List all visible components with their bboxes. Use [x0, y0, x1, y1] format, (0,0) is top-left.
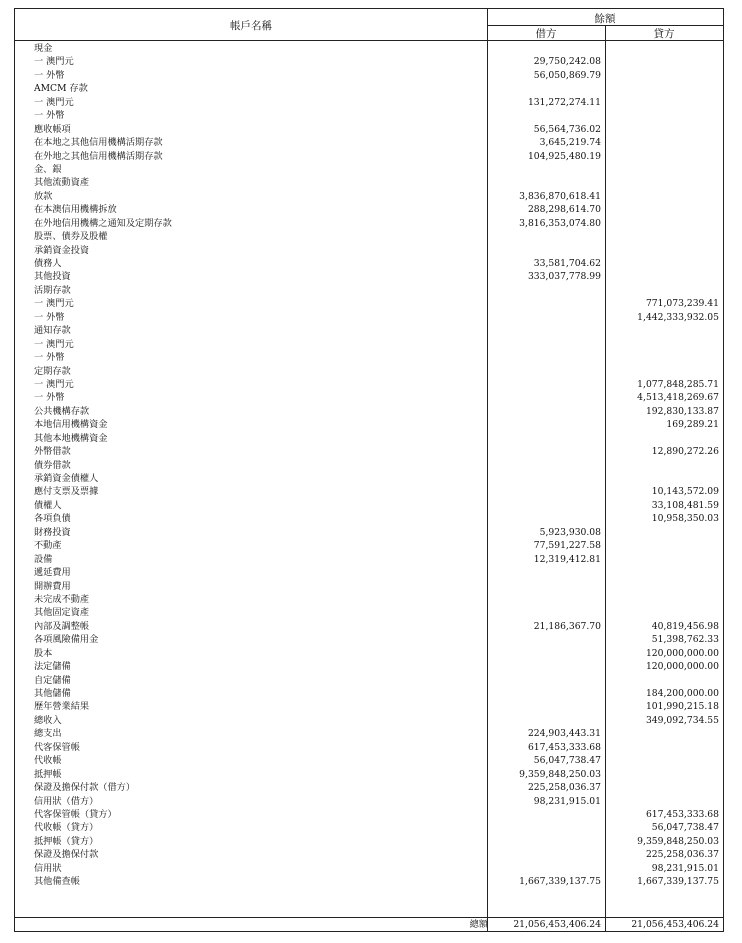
- account-row: [15, 284, 723, 297]
- account-label: 其他本地機構資金: [34, 432, 108, 444]
- debit-amount: 288,298,614.70: [527, 204, 601, 216]
- account-label: 本地信用機構資金: [34, 419, 108, 431]
- account-row: [15, 190, 723, 203]
- credit-amount: 225,258,036.37: [645, 849, 719, 861]
- debit-amount: 56,047,738.47: [533, 755, 601, 767]
- account-row: [15, 324, 723, 337]
- account-label: 歷年營業結果: [34, 701, 90, 713]
- credit-amount: 771,073,239.41: [645, 298, 719, 310]
- account-label: 外幣借款: [34, 446, 71, 458]
- account-row: [15, 539, 723, 552]
- account-row: [15, 674, 723, 687]
- account-row: [15, 82, 723, 95]
- account-row: [15, 391, 723, 404]
- debit-amount: 5,923,930.08: [539, 526, 601, 538]
- account-label: 在外地信用機構之通知及定期存款: [34, 217, 172, 229]
- account-label: 總收入: [34, 714, 62, 726]
- debit-amount: 29,750,242.08: [533, 56, 601, 68]
- credit-amount: 98,231,915.01: [651, 862, 719, 874]
- account-label: 其他流動資產: [34, 177, 90, 189]
- account-row: [15, 499, 723, 512]
- account-row: [15, 862, 723, 875]
- account-label: 保證及擔保付款: [34, 849, 99, 861]
- account-row: [15, 593, 723, 606]
- account-label: 現金: [34, 43, 53, 54]
- credit-amount: 101,990,215.18: [645, 701, 719, 713]
- account-row: [15, 580, 723, 593]
- account-row: [15, 338, 723, 351]
- account-row: [15, 647, 723, 660]
- account-row: [15, 55, 723, 68]
- account-label: 不動產: [34, 540, 62, 552]
- account-label: 代客保管帳: [34, 741, 80, 753]
- account-row: [15, 42, 723, 55]
- account-label: 應付支票及票據: [34, 486, 99, 498]
- account-row: [15, 526, 723, 539]
- account-label: 設備: [34, 553, 53, 565]
- account-label: 抵押帳（貸方）: [34, 835, 99, 847]
- account-row: [15, 203, 723, 216]
- account-label: 代客保管帳（貸方）: [34, 808, 117, 820]
- account-label: 信用狀: [34, 862, 62, 874]
- account-row: [15, 512, 723, 525]
- debit-amount: 3,645,219.74: [539, 137, 601, 149]
- account-row: [15, 96, 723, 109]
- account-row: [15, 123, 723, 136]
- credit-amount: 1,667,339,137.75: [637, 876, 719, 888]
- account-label: 一 澳門元: [34, 378, 74, 390]
- account-row: [15, 754, 723, 767]
- account-label: 債權人: [34, 499, 62, 511]
- account-row: [15, 136, 723, 149]
- account-row: [15, 633, 723, 646]
- account-row: [15, 109, 723, 122]
- account-row: [15, 405, 723, 418]
- credit-amount: 1,077,848,285.71: [637, 378, 719, 390]
- credit-amount: 12,890,272.26: [651, 446, 719, 458]
- account-label: 股本: [34, 647, 53, 659]
- account-row: [15, 365, 723, 378]
- account-label: 信用狀（借方）: [34, 795, 99, 807]
- credit-amount: 10,958,350.03: [651, 513, 719, 525]
- account-row: [15, 714, 723, 727]
- debit-amount: 131,272,274.11: [527, 96, 601, 108]
- account-label: 總支出: [34, 728, 62, 740]
- credit-amount: 184,200,000.00: [645, 688, 719, 699]
- debit-amount: 225,258,036.37: [527, 782, 601, 794]
- account-label: AMCM 存款: [34, 83, 88, 95]
- account-row: [15, 163, 723, 176]
- account-row: [15, 176, 723, 189]
- credit-amount: 51,398,762.33: [651, 634, 719, 646]
- credit-amount: 10,143,572.09: [651, 486, 719, 498]
- account-label: 在外地之其他信用機構活期存款: [34, 150, 163, 162]
- account-row: [15, 230, 723, 243]
- account-label: 開辦費用: [34, 580, 71, 592]
- total-debit: 21,056,453,406.24: [513, 919, 601, 930]
- total-label: 總額: [469, 919, 488, 930]
- account-label: 內部及調整帳: [34, 620, 90, 632]
- account-label: 金、銀: [34, 163, 62, 175]
- account-label: 一 外幣: [34, 311, 65, 323]
- account-label: 其他儲備: [34, 688, 71, 699]
- account-row: [15, 257, 723, 270]
- account-row: [15, 378, 723, 391]
- account-label: 公共機構存款: [34, 405, 90, 417]
- account-row: [15, 459, 723, 472]
- account-row: [15, 835, 723, 848]
- account-row: [15, 606, 723, 619]
- account-label: 遞延費用: [34, 567, 71, 579]
- account-label: 一 澳門元: [34, 338, 74, 350]
- header-account-name: 帳戶名稱: [230, 20, 272, 32]
- account-row: [15, 700, 723, 713]
- account-row: [15, 821, 723, 834]
- account-label: 法定儲備: [34, 661, 71, 673]
- debit-amount: 1,667,339,137.75: [519, 876, 601, 888]
- account-label: 放款: [34, 190, 53, 202]
- credit-amount: 56,047,738.47: [651, 822, 719, 834]
- account-row: [15, 795, 723, 808]
- account-row: [15, 311, 723, 324]
- debit-amount: 3,816,353,074.80: [519, 217, 601, 229]
- account-row: [15, 808, 723, 821]
- account-label: 一 外幣: [34, 392, 65, 404]
- account-label: 一 澳門元: [34, 96, 74, 108]
- account-label: 其他投資: [34, 271, 71, 283]
- account-row: [15, 150, 723, 163]
- credit-amount: 33,108,481.59: [651, 499, 719, 511]
- credit-amount: 120,000,000.00: [645, 661, 719, 673]
- account-row: [15, 418, 723, 431]
- account-row: [15, 768, 723, 781]
- account-row: [15, 472, 723, 485]
- credit-amount: 1,442,333,932.05: [637, 311, 719, 323]
- account-label: 一 澳門元: [34, 56, 74, 68]
- account-label: 債務人: [34, 258, 62, 269]
- account-row: [15, 485, 723, 498]
- total-credit: 21,056,453,406.24: [631, 919, 719, 930]
- account-row: [15, 445, 723, 458]
- debit-amount: 77,591,227.58: [533, 540, 601, 552]
- account-row: [15, 687, 723, 700]
- account-label: 活期存款: [34, 284, 71, 296]
- account-row: [15, 566, 723, 579]
- account-row: [15, 69, 723, 82]
- credit-amount: 120,000,000.00: [645, 647, 719, 659]
- debit-amount: 12,319,412.81: [533, 553, 601, 565]
- account-label: 在本地之其他信用機構活期存款: [34, 137, 163, 149]
- account-row: [15, 553, 723, 566]
- account-label: 一 澳門元: [34, 298, 74, 310]
- credit-amount: 169,289.21: [666, 419, 719, 431]
- account-row: [15, 781, 723, 794]
- account-label: 未完成不動產: [34, 593, 90, 605]
- account-row: [15, 270, 723, 283]
- account-row: [15, 741, 723, 754]
- account-label: 一 外幣: [34, 352, 65, 364]
- credit-amount: 349,092,734.55: [645, 714, 719, 726]
- account-label: 通知存款: [34, 325, 71, 337]
- debit-amount: 56,050,869.79: [533, 69, 601, 81]
- debit-amount: 98,231,915.01: [533, 795, 601, 807]
- debit-amount: 333,037,778.99: [527, 271, 601, 283]
- account-label: 其他固定資產: [34, 607, 90, 619]
- header-balance: 餘額: [594, 13, 616, 25]
- account-label: 承銷資金投資: [34, 244, 90, 256]
- credit-amount: 4,513,418,269.67: [637, 392, 719, 404]
- credit-amount: 40,819,456.98: [651, 620, 719, 632]
- credit-amount: 617,453,333.68: [645, 808, 719, 820]
- account-label: 債券借款: [34, 459, 71, 471]
- account-label: 各項風險備用金: [34, 634, 99, 646]
- account-rows: [15, 42, 723, 889]
- account-label: 在本澳信用機構拆放: [34, 204, 117, 216]
- account-label: 一 外幣: [34, 110, 65, 122]
- account-row: [15, 848, 723, 861]
- account-label: 股票、債券及股權: [34, 231, 108, 243]
- debit-amount: 3,836,870,618.41: [519, 190, 601, 202]
- account-label: 一 外幣: [34, 69, 65, 81]
- account-label: 定期存款: [34, 365, 71, 377]
- account-label: 保證及擔保付款（借方）: [34, 782, 136, 794]
- account-row: [15, 727, 723, 740]
- account-label: 應收帳項: [34, 123, 71, 135]
- debit-amount: 224,903,443.31: [527, 728, 601, 740]
- header-credit: 貸方: [653, 28, 675, 40]
- debit-amount: 56,564,736.02: [533, 123, 601, 135]
- account-label: 各項負債: [34, 513, 71, 525]
- total-row: [15, 918, 723, 932]
- account-label: 承銷資金債權人: [34, 473, 99, 484]
- account-label: 財務投資: [34, 526, 71, 538]
- account-label: 代收帳（貸方）: [34, 822, 99, 834]
- account-label: 自定儲備: [34, 674, 71, 686]
- trial-balance-table: [14, 8, 724, 932]
- account-row: [15, 244, 723, 257]
- account-row: [15, 297, 723, 310]
- debit-amount: 9,359,848,250.03: [519, 768, 601, 780]
- debit-amount: 33,581,704.62: [533, 258, 601, 269]
- header-debit: 借方: [535, 28, 557, 40]
- account-row: [15, 660, 723, 673]
- account-row: [15, 620, 723, 633]
- debit-amount: 21,186,367.70: [533, 620, 601, 632]
- account-row: [15, 875, 723, 888]
- credit-amount: 9,359,848,250.03: [637, 835, 719, 847]
- account-label: 抵押帳: [34, 768, 62, 780]
- credit-amount: 192,830,133.87: [645, 405, 719, 417]
- account-label: 其他備查帳: [34, 876, 80, 888]
- debit-amount: 104,925,480.19: [527, 150, 601, 162]
- debit-amount: 617,453,333.68: [527, 741, 601, 753]
- account-row: [15, 351, 723, 364]
- account-label: 代收帳: [34, 755, 62, 767]
- account-row: [15, 432, 723, 445]
- account-row: [15, 217, 723, 230]
